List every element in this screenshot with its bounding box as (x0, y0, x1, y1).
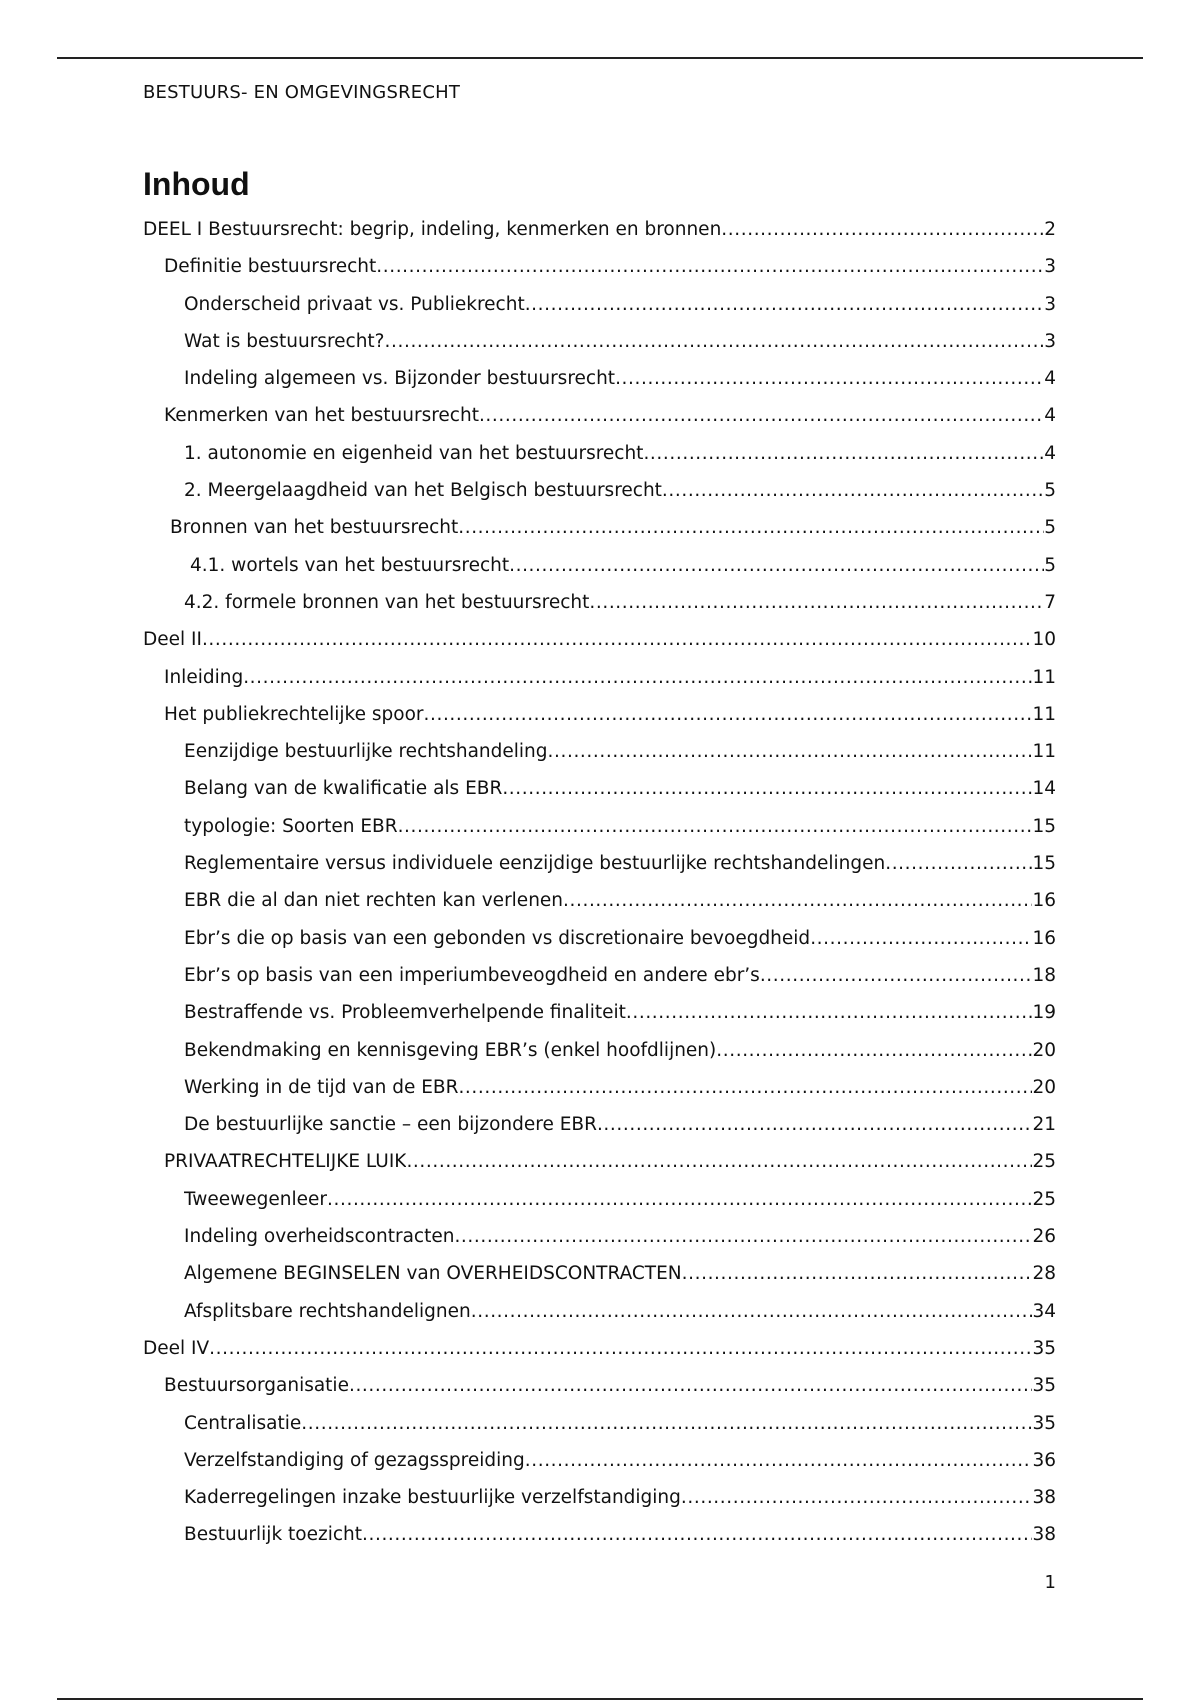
toc-entry[interactable] (143, 405, 1056, 442)
toc-entry-page-number: 38 (1032, 1524, 1056, 1546)
top-page-rule (57, 57, 1143, 59)
toc-entry[interactable] (143, 1487, 1056, 1524)
toc-dot-leader (376, 256, 1044, 278)
toc-entry[interactable] (143, 517, 1056, 554)
toc-entry-title: DEEL I Bestuursrecht: begrip, indeling, kenmerken en bronnen (143, 219, 722, 240)
toc-entry-page-number: 3 (1044, 256, 1056, 278)
toc-entry[interactable] (143, 629, 1056, 666)
toc-entry[interactable] (143, 443, 1056, 480)
toc-entry-page-number: 3 (1044, 293, 1056, 315)
page-number: 1 (1044, 1572, 1056, 1593)
toc-entry-page-number: 16 (1032, 927, 1056, 949)
toc-entry-page-number: 34 (1032, 1300, 1056, 1322)
toc-entry-title: 2. Meergelaagdheid van het Belgisch bestuursrecht (184, 480, 662, 502)
toc-entry-page-number: 11 (1032, 666, 1056, 688)
toc-entry-title: Indeling algemeen vs. Bijzonder bestuursrecht (184, 368, 616, 390)
toc-dot-leader (458, 517, 1044, 539)
toc-entry-title: Bestuurlijk toezicht (184, 1524, 362, 1546)
toc-entry-page-number: 28 (1032, 1263, 1056, 1285)
toc-entry-title: Verzelfstandiging of gezagsspreiding (184, 1449, 525, 1471)
toc-entry[interactable] (143, 219, 1056, 256)
toc-entry-title: Bekendmaking en kennisgeving EBR’s (enkel hoofdlijnen) (184, 1039, 717, 1061)
toc-entry-page-number: 35 (1032, 1412, 1056, 1434)
toc-dot-leader (424, 704, 1033, 726)
toc-entry[interactable] (143, 928, 1056, 965)
toc-entry[interactable] (143, 1040, 1056, 1077)
toc-entry[interactable] (143, 294, 1056, 331)
toc-entry[interactable] (143, 480, 1056, 517)
toc-dot-leader (615, 368, 1044, 390)
toc-entry-page-number: 15 (1032, 853, 1056, 875)
toc-entry[interactable] (143, 1151, 1056, 1188)
toc-dot-leader (406, 1151, 1032, 1173)
toc-entry-title: Deel IV (143, 1337, 210, 1359)
toc-entry-page-number: 35 (1032, 1375, 1056, 1397)
toc-entry-page-number: 10 (1032, 629, 1056, 651)
toc-dot-leader (327, 1189, 1032, 1211)
toc-dot-leader (458, 1077, 1032, 1099)
toc-entry-page-number: 25 (1032, 1151, 1056, 1173)
toc-dot-leader (589, 592, 1044, 614)
toc-entry[interactable] (143, 1450, 1056, 1487)
toc-dot-leader (385, 331, 1045, 353)
toc-entry-page-number: 11 (1032, 703, 1056, 725)
toc-entry-title: 1. autonomie en eigenheid van het bestuursrecht (184, 442, 644, 464)
toc-entry[interactable] (143, 1114, 1056, 1151)
toc-dot-leader (471, 1301, 1033, 1323)
toc-entry-title: 4.2. formele bronnen van het bestuursrecht (184, 591, 590, 613)
toc-entry[interactable] (143, 331, 1056, 368)
toc-entry[interactable] (143, 1002, 1056, 1039)
toc-entry-title: typologie: Soorten EBR (184, 815, 398, 837)
toc-entry-page-number: 15 (1032, 815, 1056, 837)
toc-dot-leader (243, 667, 1032, 689)
toc-entry-page-number: 20 (1032, 1076, 1056, 1098)
toc-entry-page-number: 5 (1044, 480, 1056, 502)
toc-entry[interactable] (143, 890, 1056, 927)
toc-dot-leader (349, 1375, 1032, 1397)
toc-entry-page-number: 5 (1044, 517, 1056, 539)
toc-dot-leader (626, 1002, 1033, 1024)
toc-dot-leader (548, 741, 1033, 763)
toc-entry-title: Het publiekrechtelijke spoor (164, 703, 424, 725)
toc-entry-page-number: 26 (1032, 1226, 1056, 1248)
toc-dot-leader (202, 629, 1033, 651)
toc-entry[interactable] (143, 704, 1056, 741)
toc-dot-leader (760, 965, 1033, 987)
toc-entry-title: Inleiding (164, 666, 244, 688)
toc-dot-leader (525, 294, 1045, 316)
toc-entry-title: Kaderregelingen inzake bestuurlijke verzelfstandiging (184, 1487, 681, 1509)
toc-entry-title: EBR die al dan niet rechten kan verlenen (184, 890, 564, 912)
toc-entry-page-number: 7 (1044, 591, 1056, 613)
toc-dot-leader (682, 1263, 1033, 1285)
toc-entry-title: Belang van de kwalificatie als EBR (184, 778, 503, 800)
toc-entry-page-number: 16 (1032, 890, 1056, 912)
toc-entry-page-number: 20 (1032, 1039, 1056, 1061)
toc-entry[interactable] (143, 965, 1056, 1002)
toc-dot-leader (301, 1413, 1032, 1435)
table-of-contents (143, 219, 1056, 1562)
toc-entry-page-number: 38 (1032, 1487, 1056, 1509)
toc-dot-leader (209, 1338, 1032, 1360)
toc-entry[interactable] (143, 816, 1056, 853)
toc-dot-leader (509, 555, 1044, 577)
toc-entry[interactable] (143, 1077, 1056, 1114)
toc-entry-page-number: 14 (1032, 778, 1056, 800)
toc-entry-page-number: 5 (1044, 554, 1056, 576)
toc-dot-leader (681, 1487, 1033, 1509)
toc-entry[interactable] (143, 778, 1056, 815)
toc-dot-leader (563, 890, 1032, 912)
toc-entry-title: Tweewegenleer (184, 1188, 328, 1210)
toc-entry-title: Definitie bestuursrecht (164, 256, 377, 278)
toc-dot-leader (525, 1450, 1033, 1472)
toc-dot-leader (362, 1524, 1032, 1546)
toc-entry-title: Bestuursorganisatie (164, 1375, 349, 1397)
toc-heading: Inhoud (143, 166, 250, 202)
toc-dot-leader (479, 405, 1044, 427)
toc-entry[interactable] (143, 667, 1056, 704)
toc-dot-leader (454, 1226, 1032, 1248)
toc-entry-page-number: 3 (1044, 330, 1056, 352)
toc-entry-title: Afsplitsbare rechtshandelignen (184, 1300, 471, 1322)
toc-entry[interactable] (143, 1189, 1056, 1226)
toc-entry-title: Eenzijdige bestuurlijke rechtshandeling (184, 741, 548, 763)
toc-entry-title: Indeling overheidscontracten (184, 1226, 455, 1248)
toc-entry-page-number: 4 (1044, 405, 1056, 427)
toc-entry[interactable] (143, 1413, 1056, 1450)
toc-dot-leader (721, 219, 1044, 241)
toc-entry[interactable] (143, 741, 1056, 778)
toc-entry[interactable] (143, 555, 1056, 592)
toc-entry-page-number: 35 (1032, 1337, 1056, 1359)
toc-entry-title: Reglementaire versus individuele eenzijdige bestuurlijke rechtshandelingen (184, 853, 886, 875)
toc-entry-title: Ebr’s op basis van een imperiumbeveogdheid en andere ebr’s (184, 964, 760, 986)
toc-dot-leader (643, 443, 1044, 465)
toc-entry[interactable] (143, 1375, 1056, 1412)
toc-entry-title: Centralisatie (184, 1412, 302, 1434)
toc-entry-title: Werking in de tijd van de EBR (184, 1076, 459, 1098)
toc-entry-title: Algemene BEGINSELEN van OVERHEIDSCONTRACTEN (184, 1263, 682, 1285)
toc-entry-title: Deel II (143, 629, 202, 651)
toc-entry[interactable] (143, 853, 1056, 890)
toc-dot-leader (398, 816, 1033, 838)
toc-entry-title: De bestuurlijke sanctie – een bijzondere EBR (184, 1114, 597, 1136)
toc-entry-title: PRIVAATRECHTELIJKE LUIK (164, 1151, 407, 1173)
toc-entry[interactable] (143, 1226, 1056, 1263)
running-header: BESTUURS- EN OMGEVINGSRECHT (143, 82, 461, 103)
toc-entry-title: Bestraffende vs. Probleemverhelpende finaliteit (184, 1002, 626, 1024)
toc-entry-title: Ebr’s die op basis van een gebonden vs discretionaire bevoegdheid (184, 927, 811, 949)
toc-entry[interactable] (143, 256, 1056, 293)
toc-entry-page-number: 25 (1032, 1188, 1056, 1210)
toc-dot-leader (597, 1114, 1033, 1136)
toc-dot-leader (716, 1040, 1032, 1062)
toc-entry-title: Kenmerken van het bestuursrecht (164, 405, 479, 427)
toc-entry-page-number: 19 (1032, 1002, 1056, 1024)
toc-entry[interactable] (143, 1263, 1056, 1300)
toc-entry-title: Wat is bestuursrecht? (184, 330, 385, 352)
toc-entry-page-number: 21 (1032, 1114, 1056, 1136)
toc-entry-page-number: 36 (1032, 1449, 1056, 1471)
toc-entry[interactable] (143, 1338, 1056, 1375)
toc-dot-leader (885, 853, 1032, 875)
toc-entry[interactable] (143, 1301, 1056, 1338)
toc-entry-page-number: 4 (1044, 442, 1056, 464)
toc-entry-title: 4.1. wortels van het bestuursrecht (190, 554, 510, 576)
toc-entry-page-number: 18 (1032, 964, 1056, 986)
toc-entry[interactable] (143, 368, 1056, 405)
toc-entry[interactable] (143, 1524, 1056, 1561)
toc-entry-title: Bronnen van het bestuursrecht (170, 517, 459, 539)
toc-dot-leader (810, 928, 1032, 950)
toc-dot-leader (502, 778, 1032, 800)
toc-dot-leader (662, 480, 1044, 502)
toc-entry[interactable] (143, 592, 1056, 629)
toc-entry-title: Onderscheid privaat vs. Publiekrecht (184, 293, 525, 315)
toc-entry-page-number: 2 (1044, 219, 1056, 240)
toc-entry-page-number: 11 (1032, 741, 1056, 763)
toc-entry-page-number: 4 (1044, 368, 1056, 390)
